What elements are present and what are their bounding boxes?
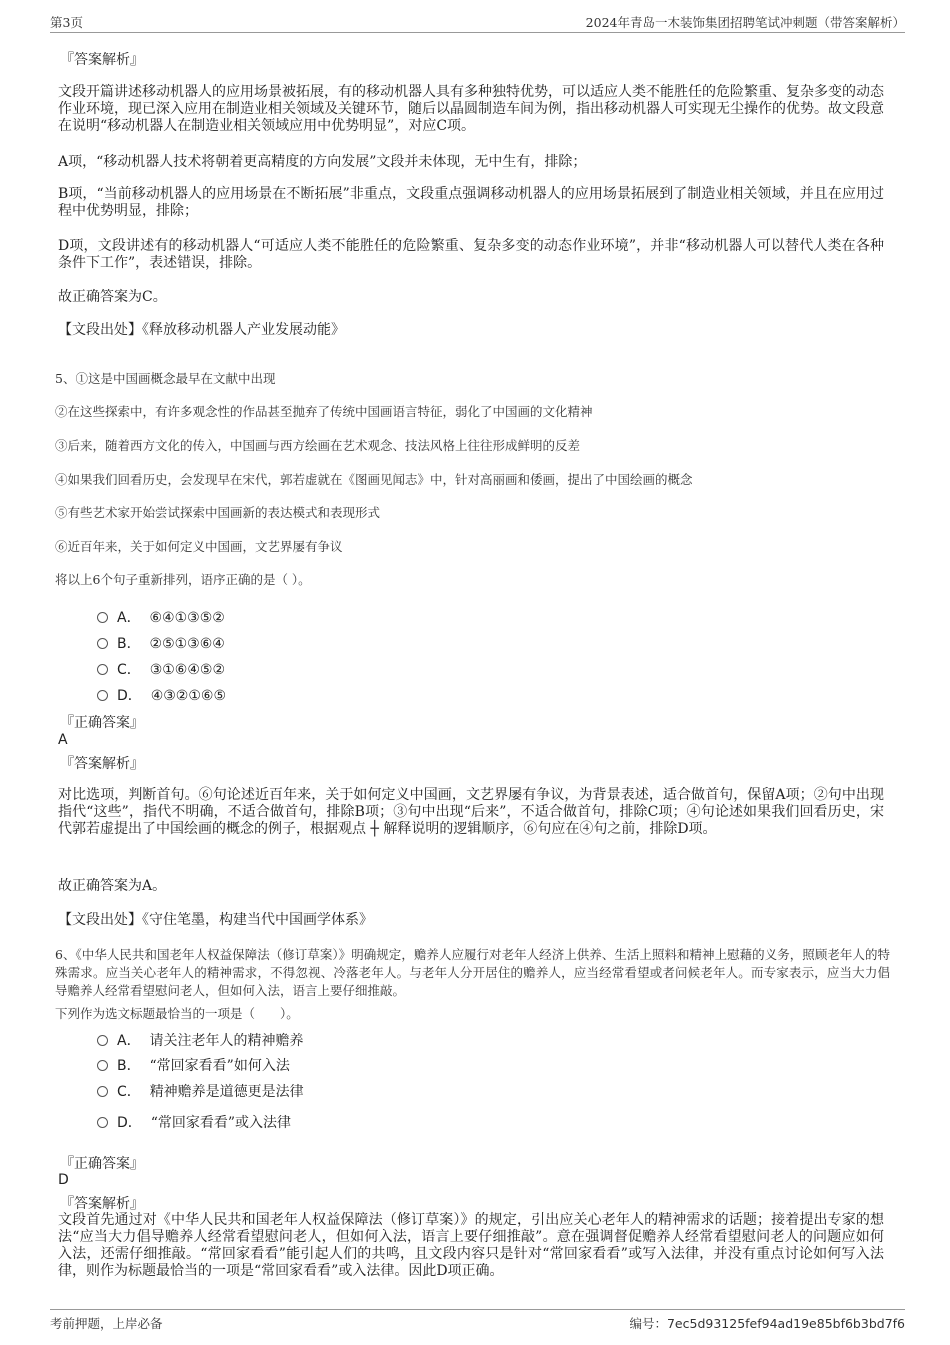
q5-answer-label: 『正确答案』	[60, 715, 144, 731]
radio-icon[interactable]	[97, 1086, 108, 1097]
header-divider	[50, 32, 905, 33]
radio-icon[interactable]	[97, 638, 108, 649]
q4-analysis-p1: 文段开篇讲述移动机器人的应用场景被拓展，有的移动机器人具有多种独特优势，可以适应人类不能胜任的危险繁重、复杂多变的动态作业环境，现已深入应用在制造业相关领域及关键环节，随后以晶圆制造车间为例，指出移动机器人可实现无尘操作的优势。故文段意在说明“移动机器人在制造业相关领域应用中优势明显”，对应C项。	[58, 84, 884, 134]
radio-icon[interactable]	[97, 690, 108, 701]
q5-option-a[interactable]	[97, 607, 225, 627]
radio-icon[interactable]	[97, 664, 108, 675]
q6-option-c[interactable]	[97, 1081, 304, 1101]
option-letter: A．	[117, 1033, 141, 1049]
q6-stem: 6、《中华人民共和国老年人权益保障法（修订草案）》明确规定，赡养人应履行对老年人经济上供养、生活上照料和精神上慰藉的义务，照顾老年人的特殊需求。应当关心老年人的精神需求，不得忽视、冷落老年人。与老年人分开居住的赡养人，应当经常看望或者问候老年人。而专家表示，应当大力倡导赡养人经常看望慰问老人，但如何入法，语言上要仔细推敲。	[55, 947, 890, 998]
option-letter: B．	[117, 1058, 141, 1074]
q5-conclusion: 故正确答案为A。	[58, 878, 167, 894]
option-text: “常回家看看”如何入法	[149, 1058, 290, 1074]
q4-analysis-p2: A项，“移动机器人技术将朝着更高精度的方向发展”文段并未体现，无中生有，排除；	[58, 154, 587, 170]
q4-analysis-p3: B项，“当前移动机器人的应用场景在不断拓展”非重点，文段重点强调移动机器人的应用场景拓展到了制造业相关领域，并且在应用过程中优势明显，排除；	[58, 186, 884, 219]
q5-sentence-3: ③后来，随着西方文化的传入，中国画与西方绘画在艺术观念、技法风格上往往形成鲜明的反差	[55, 438, 581, 453]
radio-icon[interactable]	[97, 1060, 108, 1071]
radio-icon[interactable]	[97, 612, 108, 623]
q5-analysis-label: 『答案解析』	[60, 756, 144, 772]
q4-analysis-label: 『答案解析』	[60, 52, 144, 68]
q5-option-c[interactable]	[97, 659, 225, 679]
option-text: ④③②①⑥⑤	[150, 688, 226, 704]
q5-sentence-4: ④如果我们回看历史，会发现早在宋代，郭若虚就在《图画见闻志》中，针对高丽画和倭画，提出了中国绘画的概念	[55, 472, 693, 487]
q6-answer: D	[58, 1172, 69, 1188]
option-text: 请关注老年人的精神赡养	[149, 1033, 304, 1049]
document-title: 2024年青岛一木装饰集团招聘笔试冲刺题（带答案解析）	[585, 15, 905, 30]
q5-sentence-5: ⑤有些艺术家开始尝试探索中国画新的表达模式和表现形式	[55, 505, 381, 520]
q5-option-d[interactable]	[97, 685, 226, 705]
q6-question: 下列作为选文标题最恰当的一项是（ ）。	[55, 1006, 299, 1021]
q6-option-b[interactable]	[97, 1055, 290, 1075]
document-code	[629, 1314, 905, 1332]
q4-analysis-p4: D项，文段讲述有的移动机器人“可适应人类不能胜任的危险繁重、复杂多变的动态作业环境”，并非“移动机器人可以替代人类在各种条件下工作”，表述错误，排除。	[58, 238, 884, 271]
option-letter: D．	[117, 688, 142, 704]
page-number: 第3页	[50, 15, 83, 30]
option-text: ③①⑥④⑤②	[149, 662, 225, 678]
footer-divider	[50, 1309, 905, 1310]
option-text: ②⑤①③⑥④	[149, 636, 225, 652]
q4-conclusion: 故正确答案为C。	[58, 289, 167, 305]
option-letter: B．	[117, 636, 141, 652]
q5-sentence-6: ⑥近百年来，关于如何定义中国画，文艺界屡有争议	[55, 539, 343, 554]
q4-source: 【文段出处】《释放移动机器人产业发展动能》	[58, 322, 345, 338]
q6-option-a[interactable]	[97, 1030, 303, 1050]
option-text: 精神赡养是道德更是法律	[149, 1084, 304, 1100]
option-letter: C．	[117, 662, 141, 678]
q5-sentence-2: ②在这些探索中，有许多观念性的作品甚至抛弃了传统中国画语言特征，弱化了中国画的文化精神	[55, 404, 593, 419]
q6-analysis: 文段首先通过对《中华人民共和国老年人权益保障法（修订草案）》的规定，引出应关心老年人的精神需求的话题；接着提出专家的想法“应当大力倡导赡养人经常看望慰问老人，但如何入法，语言上要仔细推敲”。意在强调督促赡养人经常看望慰问老人的问题应如何入法，还需仔细推敲。“常回家看看”能引起人们的共鸣，且文段内容只是针对“常回家看看”或写入法律，并没有重点讨论如何写入法律，则作为标题最恰当的一项是“常回家看看”或入法律。因此D项正确。	[58, 1212, 884, 1279]
q5-source: 【文段出处】《守住笔墨，构建当代中国画学体系》	[58, 912, 373, 928]
q6-answer-label: 『正确答案』	[60, 1156, 144, 1172]
q5-stem: 将以上6个句子重新排列，语序正确的是（ ）。	[55, 572, 311, 587]
q5-answer: A	[58, 732, 68, 748]
q5-sentence-1: 5、①这是中国画概念最早在文献中出现	[55, 371, 276, 386]
code-label: 编号：	[629, 1316, 667, 1331]
q6-analysis-label: 『答案解析』	[60, 1196, 144, 1212]
q5-option-b[interactable]	[97, 633, 225, 653]
option-text: “常回家看看”或入法律	[150, 1115, 292, 1131]
option-letter: C．	[117, 1084, 141, 1100]
q5-analysis: 对比选项，判断首句。⑥句论述近百年来，关于如何定义中国画，文艺界屡有争议，为背景表述，适合做首句，保留A项；②句中出现指代“这些”，指代不明确，不适合做首句，排除B项；③句中出现“后来”，不适合做首句，排除C项；④句论述如果我们回看历史，宋代郭若虚提出了中国绘画的概念的例子，根据观点 ┼ 解释说明的逻辑顺序，⑥句应在④句之前，排除D项。	[58, 787, 884, 837]
code-value: 7ec5d93125fef94ad19e85bf6b3bd7f6	[666, 1316, 905, 1331]
radio-icon[interactable]	[97, 1117, 108, 1128]
option-text: ⑥④①③⑤②	[149, 610, 225, 626]
radio-icon[interactable]	[97, 1035, 108, 1046]
footer-slogan: 考前押题，上岸必备	[50, 1316, 163, 1331]
q6-option-d[interactable]	[97, 1112, 291, 1132]
option-letter: D．	[117, 1115, 142, 1131]
option-letter: A．	[117, 610, 141, 626]
